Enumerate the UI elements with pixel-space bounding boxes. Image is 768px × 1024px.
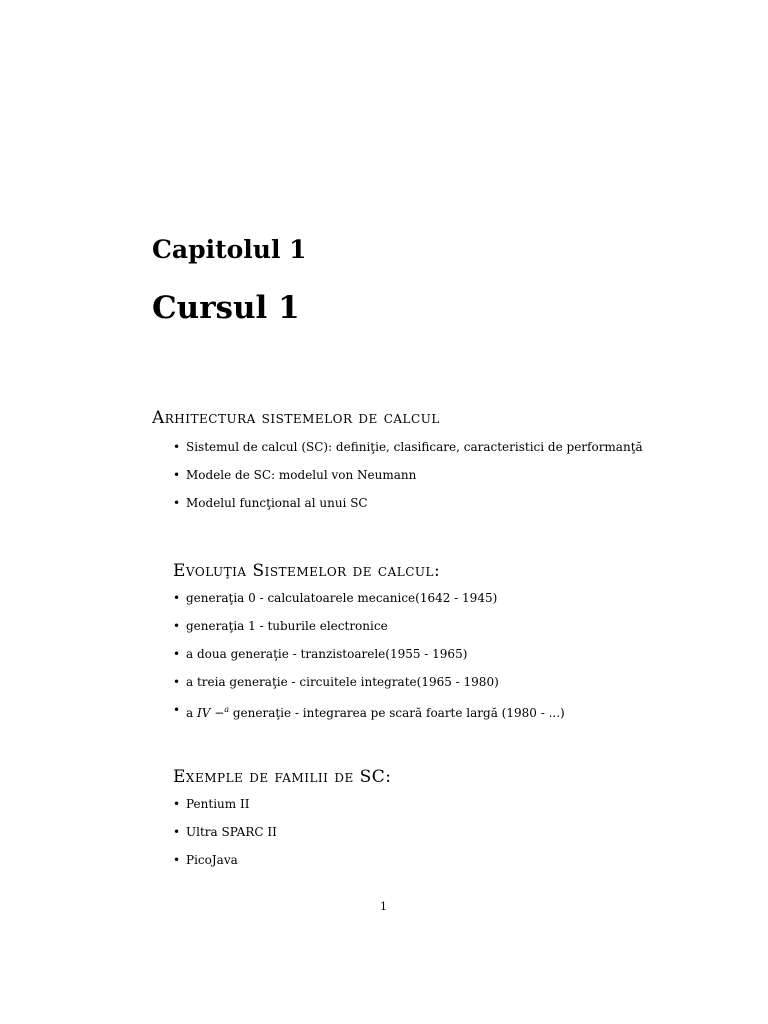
list-item [173,440,643,468]
bullet-icon: • [173,675,181,689]
list-item [173,703,565,731]
list-item-text: Modele de SC: modelul von Neumann [186,468,417,482]
bullet-icon: • [173,703,181,717]
bullet-icon: • [173,853,181,867]
bullet-icon: • [173,496,181,510]
section-title: Exemple de familii de SC: [173,767,392,787]
list-item [173,468,643,496]
list-item-text: a doua generaţie - tranzistoarele(1955 - 1965) [186,647,468,661]
list-item-text: Pentium II [186,797,250,811]
list-item-text: Ultra SPARC II [186,825,277,839]
list-item [173,647,565,675]
list-item-suffix: generaţie - integrarea pe scară foarte largă (1980 - ...) [229,706,565,720]
bullet-icon: • [173,647,181,661]
list-item-text: generaţia 0 - calculatoarele mecanice(1642 - 1945) [186,591,498,605]
bullet-icon: • [173,825,181,839]
list-item [173,591,565,619]
list-item-text: PicoJava [186,853,238,867]
section-title: Evoluţia Sistemelor de calcul: [173,561,441,581]
list-item-prefix: a [186,706,197,720]
list-item-text: Modelul funcţional al unui SC [186,496,368,510]
bullet-icon: • [173,619,181,633]
list-item [173,825,277,853]
math-roman-numeral: IV − [196,706,225,720]
list-item [173,853,277,881]
chapter-title: Cursul 1 [152,290,300,326]
list-item [173,496,643,524]
chapter-label: Capitolul 1 [152,235,307,264]
page-number: 1 [380,900,387,913]
bullet-icon: • [173,440,181,454]
list-item [173,619,565,647]
list-item-text: Sistemul de calcul (SC): definiţie, clasificare, caracteristici de performanţă [186,440,643,454]
bullet-icon: • [173,468,181,482]
math-superscript: a [224,705,230,714]
list-item-text: a treia generaţie - circuitele integrate(1965 - 1980) [186,675,499,689]
bullet-icon: • [173,797,181,811]
bullet-list [173,440,643,524]
bullet-icon: • [173,591,181,605]
section-title: Arhitectura sistemelor de calcul [152,408,440,428]
bullet-list [173,591,565,731]
list-item-text: generaţia 1 - tuburile electronice [186,619,388,633]
list-item [173,797,277,825]
bullet-list [173,797,277,881]
list-item [173,675,565,703]
